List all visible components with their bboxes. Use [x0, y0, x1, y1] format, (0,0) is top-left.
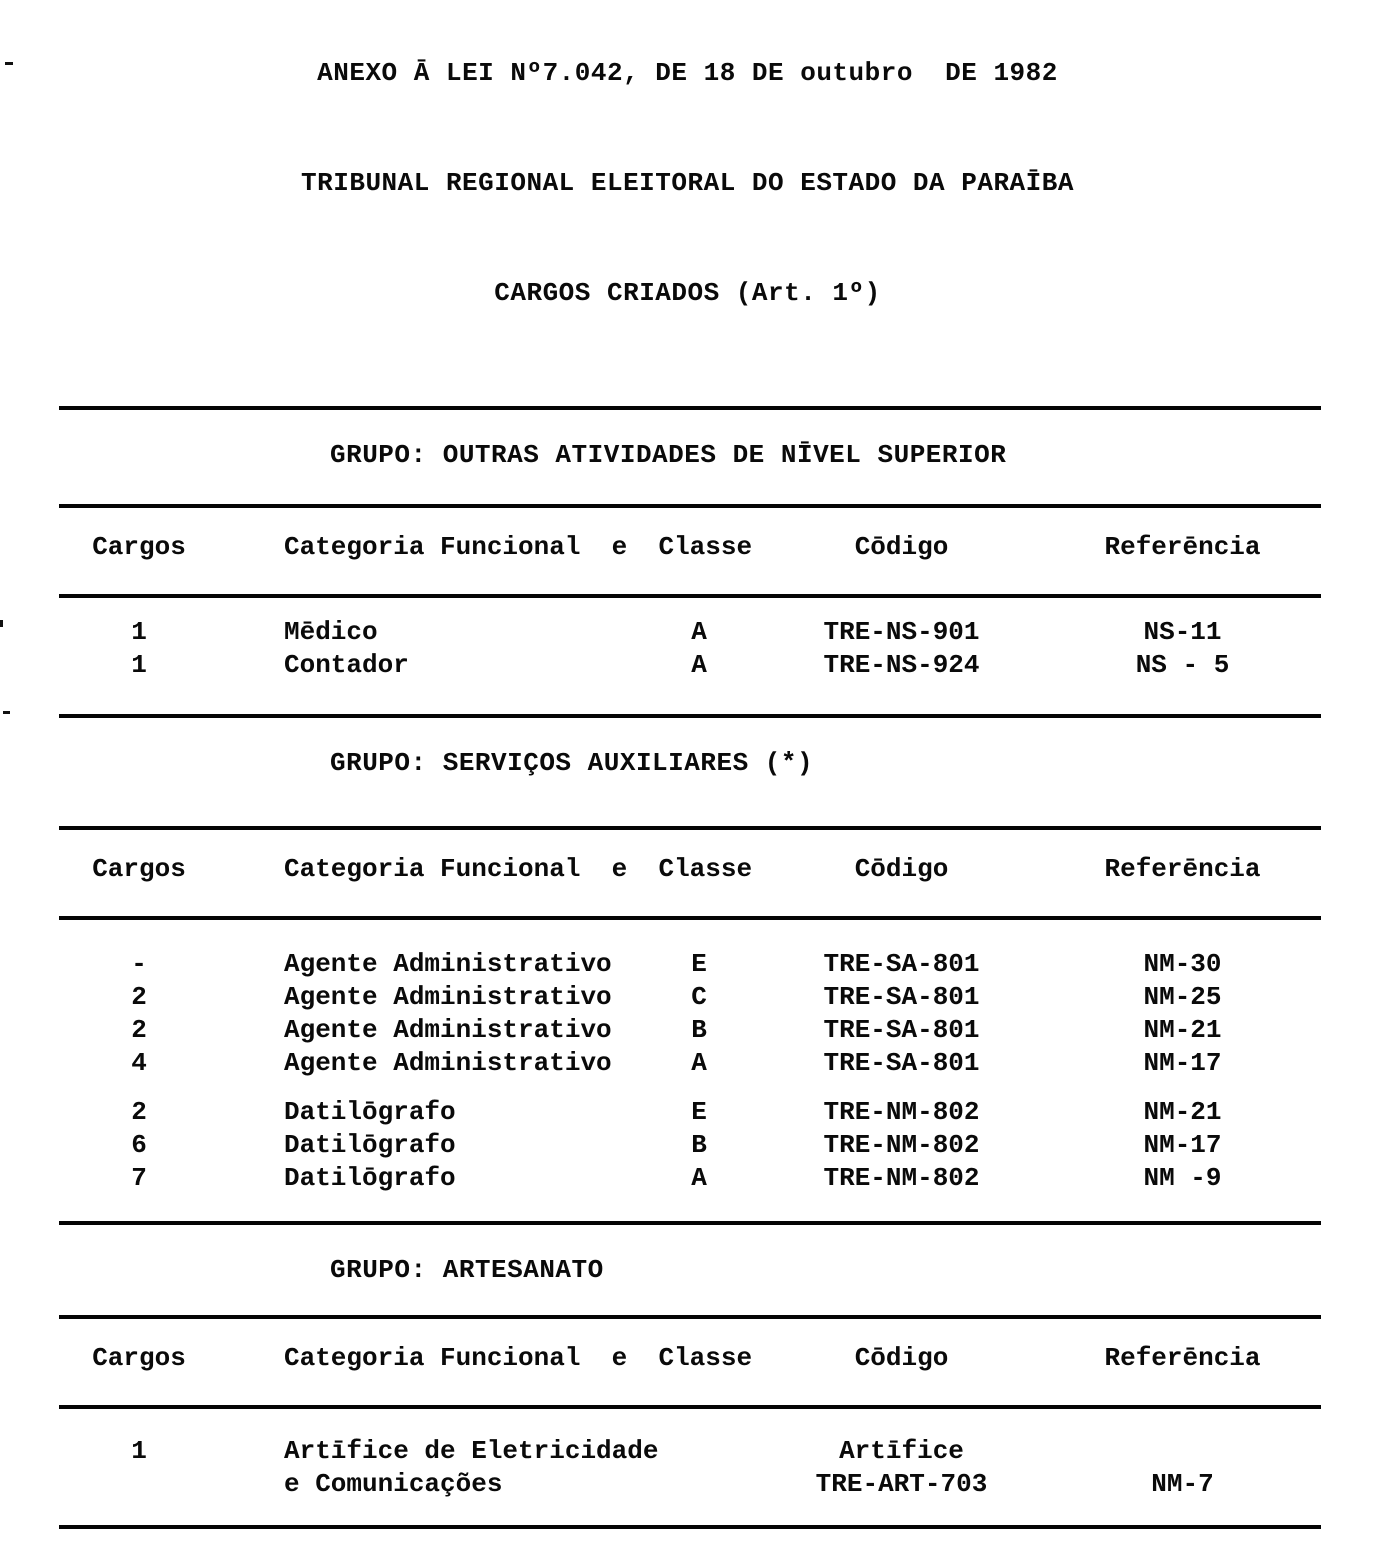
cell-categoria: Datilōgrafo	[284, 1163, 456, 1193]
document-subtitle: TRIBUNAL REGIONAL ELEITORAL DO ESTADO DA PARAĪBA	[301, 168, 1074, 198]
table-row	[59, 649, 1375, 682]
group-label-servicos-auxiliares: GRUPO: SERVIÇOS AUXILIARES (*)	[330, 748, 814, 778]
header-referencia: Referēncia	[1104, 1343, 1261, 1373]
cell-categoria: Datilōgrafo	[284, 1130, 456, 1160]
rows-artesanato	[0, 1435, 1375, 1501]
cell-categoria: Agente Administrativo	[284, 982, 612, 1012]
cell-referencia: NM -9	[1143, 1163, 1222, 1193]
cell-classe	[639, 1435, 759, 1501]
cell-referencia: NM-21	[1143, 1015, 1222, 1045]
header-cargos: Cargos	[92, 1343, 186, 1373]
table-row	[59, 616, 1375, 649]
cell-categoria-line1: Artīfice de Eletricidade	[284, 1436, 659, 1466]
cell-referencia-line2: NM-7	[1151, 1469, 1214, 1499]
cell-classe: B	[691, 1015, 707, 1045]
cell-cargos: -	[131, 949, 147, 979]
cell-referencia: NM-21	[1143, 1097, 1222, 1127]
cell-codigo-line2: TRE-ART-703	[815, 1469, 988, 1499]
document-title: ANEXO Ā LEI Nº7.042, DE 18 DE outubro DE 1982	[317, 58, 1058, 88]
cell-codigo	[759, 1435, 1044, 1501]
cell-cargos: 6	[131, 1130, 147, 1160]
header-codigo: Cōdigo	[854, 854, 949, 884]
cell-codigo: TRE-SA-801	[823, 949, 980, 979]
cell-cargos: 2	[131, 1015, 147, 1045]
cell-categoria: Agente Administrativo	[284, 1048, 612, 1078]
table-rule	[59, 1525, 1321, 1529]
cell-classe: A	[691, 1048, 707, 1078]
document-heading: CARGOS CRIADOS (Art. 1º)	[494, 278, 881, 308]
table-rule	[59, 1221, 1321, 1225]
table-header-row	[59, 852, 1375, 886]
table-row	[59, 981, 1375, 1014]
cell-categoria: Agente Administrativo	[284, 1015, 612, 1045]
cell-categoria	[219, 1435, 659, 1501]
cell-codigo: TRE-SA-801	[823, 1015, 980, 1045]
cell-categoria: Mēdico	[284, 617, 378, 647]
table-rule	[59, 826, 1321, 830]
cell-classe: C	[691, 982, 707, 1012]
cell-codigo: TRE-SA-801	[823, 982, 980, 1012]
cell-codigo: TRE-NM-802	[823, 1163, 980, 1193]
cell-categoria: Datilōgrafo	[284, 1097, 456, 1127]
table-rule	[59, 504, 1321, 508]
group-label-nivel-superior: GRUPO: OUTRAS ATIVIDADES DE NĪVEL SUPERIOR	[330, 440, 1007, 470]
table-row	[59, 1435, 1375, 1501]
rows-datilografo	[0, 1096, 1375, 1195]
cell-referencia	[1044, 1435, 1321, 1501]
cell-categoria: Agente Administrativo	[284, 949, 612, 979]
cell-classe: B	[691, 1130, 707, 1160]
cell-referencia-line1	[1044, 1435, 1321, 1468]
rows-agente-administrativo	[0, 948, 1375, 1080]
rows-nivel-superior	[0, 616, 1375, 682]
cell-cargos: 2	[131, 982, 147, 1012]
header-categoria-classe: Categoria Funcional e Classe	[284, 1343, 753, 1373]
cell-codigo: TRE-NM-802	[823, 1097, 980, 1127]
cell-referencia: NM-17	[1143, 1130, 1222, 1160]
header-categoria-classe: Categoria Funcional e Classe	[284, 854, 753, 884]
cell-categoria: Contador	[284, 650, 409, 680]
table-rule	[59, 594, 1321, 598]
scan-speckle	[0, 620, 3, 627]
table-row	[59, 948, 1375, 981]
cell-cargos: 1	[131, 617, 147, 647]
header-codigo: Cōdigo	[854, 1343, 949, 1373]
header-cargos: Cargos	[92, 854, 186, 884]
table-rule	[59, 916, 1321, 920]
cell-codigo: TRE-SA-801	[823, 1048, 980, 1078]
cell-codigo: TRE-NS-924	[823, 650, 980, 680]
cell-referencia: NM-25	[1143, 982, 1222, 1012]
cell-cargos: 1	[131, 1436, 147, 1466]
cell-classe: A	[691, 1163, 707, 1193]
cell-codigo-line1: Artīfice	[839, 1436, 964, 1466]
cell-classe: A	[691, 650, 707, 680]
cell-codigo: TRE-NS-901	[823, 617, 980, 647]
cell-referencia: NS - 5	[1135, 650, 1230, 680]
cell-categoria-line2: e Comunicações	[284, 1469, 503, 1499]
header-referencia: Referēncia	[1104, 532, 1261, 562]
table-header-row	[59, 1341, 1375, 1375]
table-rule	[59, 1315, 1321, 1319]
table-header-row	[59, 530, 1375, 564]
cell-cargos: 7	[131, 1163, 147, 1193]
cell-cargos: 2	[131, 1097, 147, 1127]
table-rule	[59, 1405, 1321, 1409]
table-rule	[59, 714, 1321, 718]
header-cargos: Cargos	[92, 532, 186, 562]
group-label-artesanato: GRUPO: ARTESANATO	[330, 1255, 604, 1285]
table-rule	[59, 406, 1321, 410]
header-categoria-classe: Categoria Funcional e Classe	[284, 532, 753, 562]
cell-cargos: 1	[131, 650, 147, 680]
cell-codigo: TRE-NM-802	[823, 1130, 980, 1160]
table-row	[59, 1162, 1375, 1195]
header-referencia: Referēncia	[1104, 854, 1261, 884]
table-row	[59, 1014, 1375, 1047]
scan-speckle	[5, 62, 13, 65]
cell-cargos: 4	[131, 1048, 147, 1078]
cell-referencia: NS-11	[1143, 617, 1222, 647]
header-codigo: Cōdigo	[854, 532, 949, 562]
scan-speckle	[3, 711, 10, 714]
table-row	[59, 1047, 1375, 1080]
table-row	[59, 1129, 1375, 1162]
cell-referencia: NM-17	[1143, 1048, 1222, 1078]
cell-classe: E	[691, 1097, 707, 1127]
cell-referencia: NM-30	[1143, 949, 1222, 979]
table-row	[59, 1096, 1375, 1129]
cell-classe: A	[691, 617, 707, 647]
cell-classe: E	[691, 949, 707, 979]
